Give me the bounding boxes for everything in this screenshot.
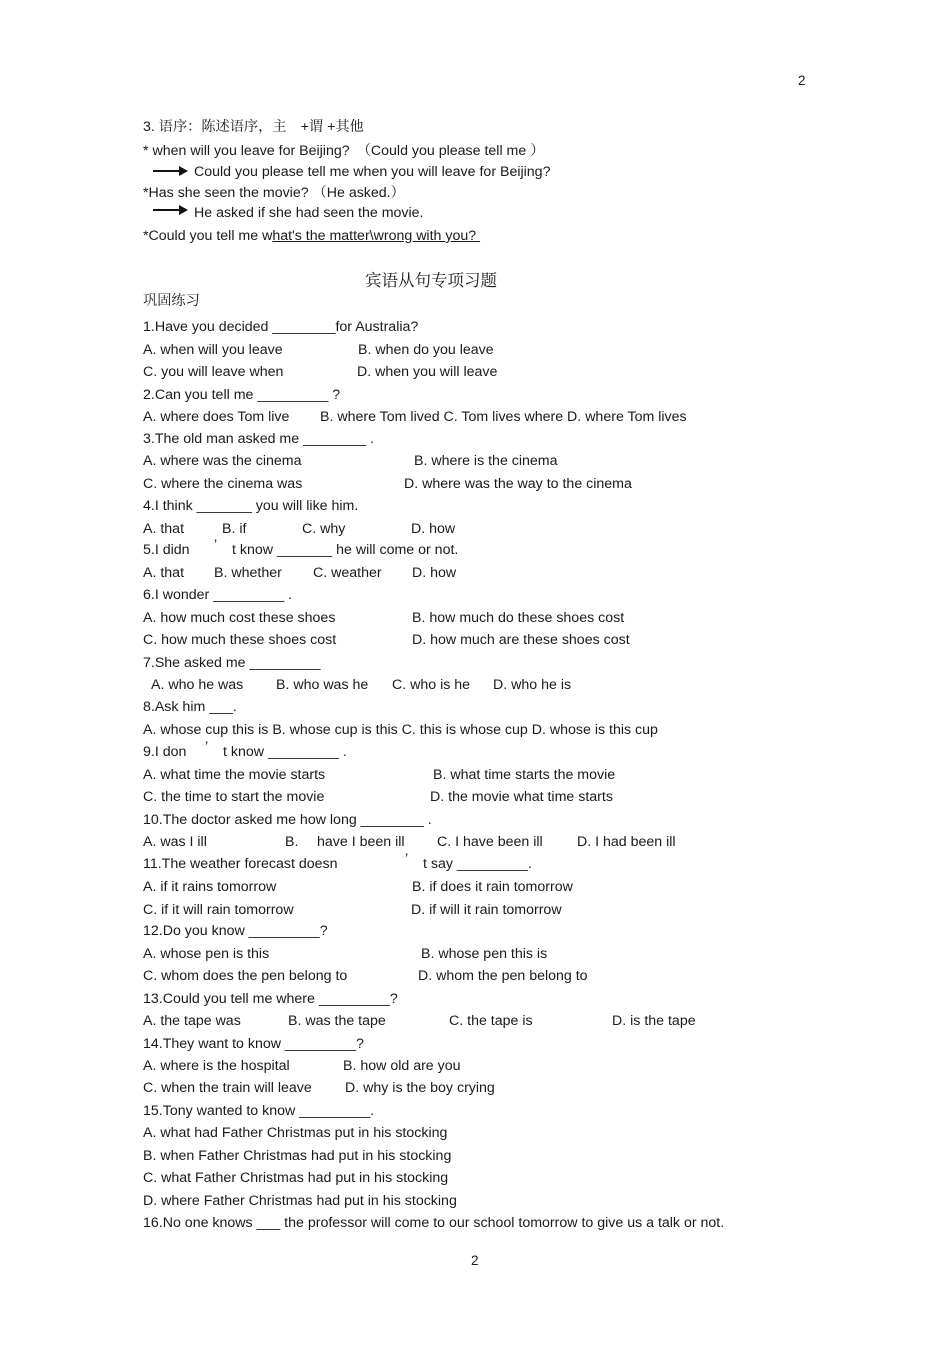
q12-option-d: D. whom the pen belong to	[418, 968, 588, 984]
q10-option-b-letter: B.	[285, 834, 299, 850]
question-11-start: 11.The weather forecast doesn	[143, 856, 338, 872]
example-2-answer: He asked if she had seen the movie.	[194, 205, 424, 221]
q4-option-a: A. that	[143, 521, 185, 537]
q10-option-c: C. I have been ill	[437, 834, 543, 850]
example-3-underlined: hat's the matter\wrong with you?	[272, 228, 477, 244]
q12-option-a: A. whose pen is this	[143, 946, 270, 962]
q4-option-c: C. why	[302, 521, 346, 537]
question-8: 8.Ask him ___.	[143, 699, 237, 715]
question-3: 3.The old man asked me ________ .	[143, 431, 375, 447]
q2-options-bcd: B. where Tom lived C. Tom lives where D. where Tom lives	[320, 409, 687, 425]
q15-option-c: C. what Father Christmas had put in his stocking	[143, 1170, 449, 1186]
q4-option-d: D. how	[411, 521, 456, 537]
q11-option-c: C. if it will rain tomorrow	[143, 902, 294, 918]
arrow-right-icon	[153, 166, 189, 176]
q12-option-b: B. whose pen this is	[421, 946, 548, 962]
subsection-title: 巩固练习	[143, 293, 200, 309]
q11-option-a: A. if it rains tomorrow	[143, 879, 277, 895]
q1-option-b: B. when do you leave	[358, 342, 494, 358]
q13-option-d: D. is the tape	[612, 1013, 696, 1029]
question-16: 16.No one knows ___ the professor will come to our school tomorrow to give us a talk or not.	[143, 1215, 725, 1231]
question-1: 1.Have you decided ________for Australia?	[143, 319, 419, 335]
arrow-right-icon	[153, 205, 189, 215]
page-number-bottom: 2	[471, 1253, 479, 1268]
question-2: 2.Can you tell me _________ ?	[143, 387, 341, 403]
question-11-end: t say _________.	[423, 856, 532, 872]
word-order-rule: 3. 语序：陈述语序，主 +谓 +其他	[143, 119, 364, 135]
question-9-start: 9.I don	[143, 744, 187, 760]
question-9-end: t know _________ .	[223, 744, 347, 760]
example-3-prefix: *Could you tell me w	[143, 228, 273, 244]
question-5-start: 5.I didn	[143, 542, 190, 558]
q1-option-c: C. you will leave when	[143, 364, 284, 380]
q14-option-b: B. how old are you	[343, 1058, 461, 1074]
q4-option-b: B. if	[222, 521, 247, 537]
q5-option-d: D. how	[412, 565, 457, 581]
question-13: 13.Could you tell me where _________?	[143, 991, 398, 1007]
example-1-question: * when will you leave for Beijing? （Could you please tell me ）	[143, 143, 545, 159]
q11-option-b: B. if does it rain tomorrow	[412, 879, 573, 895]
q2-option-a: A. where does Tom live	[143, 409, 290, 425]
q14-option-d: D. why is the boy crying	[345, 1080, 495, 1096]
q14-option-c: C. when the train will leave	[143, 1080, 312, 1096]
q5-option-c: C. weather	[313, 565, 382, 581]
example-1-answer: Could you please tell me when you will leave for Beijing?	[194, 164, 551, 180]
q9-option-d: D. the movie what time starts	[430, 789, 613, 805]
example-3	[143, 228, 480, 245]
q7-option-d: D. who he is	[493, 677, 572, 693]
question-9-apostrophe: ’	[205, 739, 209, 755]
q10-option-a: A. was I ill	[143, 834, 207, 850]
q13-option-b: B. was the tape	[288, 1013, 386, 1029]
q10-option-b: have I been ill	[317, 834, 405, 850]
q7-option-c: C. who is he	[392, 677, 471, 693]
q3-option-d: D. where was the way to the cinema	[404, 476, 632, 492]
q15-option-a: A. what had Father Christmas put in his stocking	[143, 1125, 448, 1141]
section-title: 宾语从句专项习题	[365, 271, 497, 290]
q9-option-b: B. what time starts the movie	[433, 767, 616, 783]
q1-option-d: D. when you will leave	[357, 364, 498, 380]
example-2-question: *Has she seen the movie? （He asked.）	[143, 185, 405, 201]
page-number-top: 2	[798, 73, 806, 88]
q14-option-a: A. where is the hospital	[143, 1058, 290, 1074]
q13-option-c: C. the tape is	[449, 1013, 533, 1029]
question-11-apostrophe: ’	[405, 851, 409, 867]
q7-option-b: B. who was he	[276, 677, 369, 693]
question-14: 14.They want to know _________?	[143, 1036, 364, 1052]
question-12: 12.Do you know _________?	[143, 923, 328, 939]
q5-option-b: B. whether	[214, 565, 282, 581]
q3-option-a: A. where was the cinema	[143, 453, 302, 469]
q9-option-a: A. what time the movie starts	[143, 767, 326, 783]
q6-option-d: D. how much are these shoes cost	[412, 632, 630, 648]
question-5-apostrophe: ’	[214, 537, 218, 553]
q15-option-b: B. when Father Christmas had put in his stocking	[143, 1148, 452, 1164]
q11-option-d: D. if will it rain tomorrow	[411, 902, 562, 918]
q15-option-d: D. where Father Christmas had put in his stocking	[143, 1193, 457, 1209]
q6-option-a: A. how much cost these shoes	[143, 610, 336, 626]
q10-option-d: D. I had been ill	[577, 834, 676, 850]
q8-options: A. whose cup this is B. whose cup is this C. this is whose cup D. whose is this cup	[143, 722, 658, 738]
question-10: 10.The doctor asked me how long ________ .	[143, 812, 432, 828]
question-7: 7.She asked me _________	[143, 655, 321, 671]
question-6: 6.I wonder _________ .	[143, 587, 293, 603]
q7-option-a: A. who he was	[151, 677, 244, 693]
q6-option-c: C. how much these shoes cost	[143, 632, 337, 648]
q13-option-a: A. the tape was	[143, 1013, 241, 1029]
q5-option-a: A. that	[143, 565, 185, 581]
q3-option-b: B. where is the cinema	[414, 453, 558, 469]
q6-option-b: B. how much do these shoes cost	[412, 610, 625, 626]
question-5-end: t know _______ he will come or not.	[232, 542, 459, 558]
q12-option-c: C. whom does the pen belong to	[143, 968, 348, 984]
question-4: 4.I think _______ you will like him.	[143, 498, 359, 514]
q1-option-a: A. when will you leave	[143, 342, 283, 358]
q9-option-c: C. the time to start the movie	[143, 789, 325, 805]
q3-option-c: C. where the cinema was	[143, 476, 303, 492]
question-15: 15.Tony wanted to know _________.	[143, 1103, 375, 1119]
